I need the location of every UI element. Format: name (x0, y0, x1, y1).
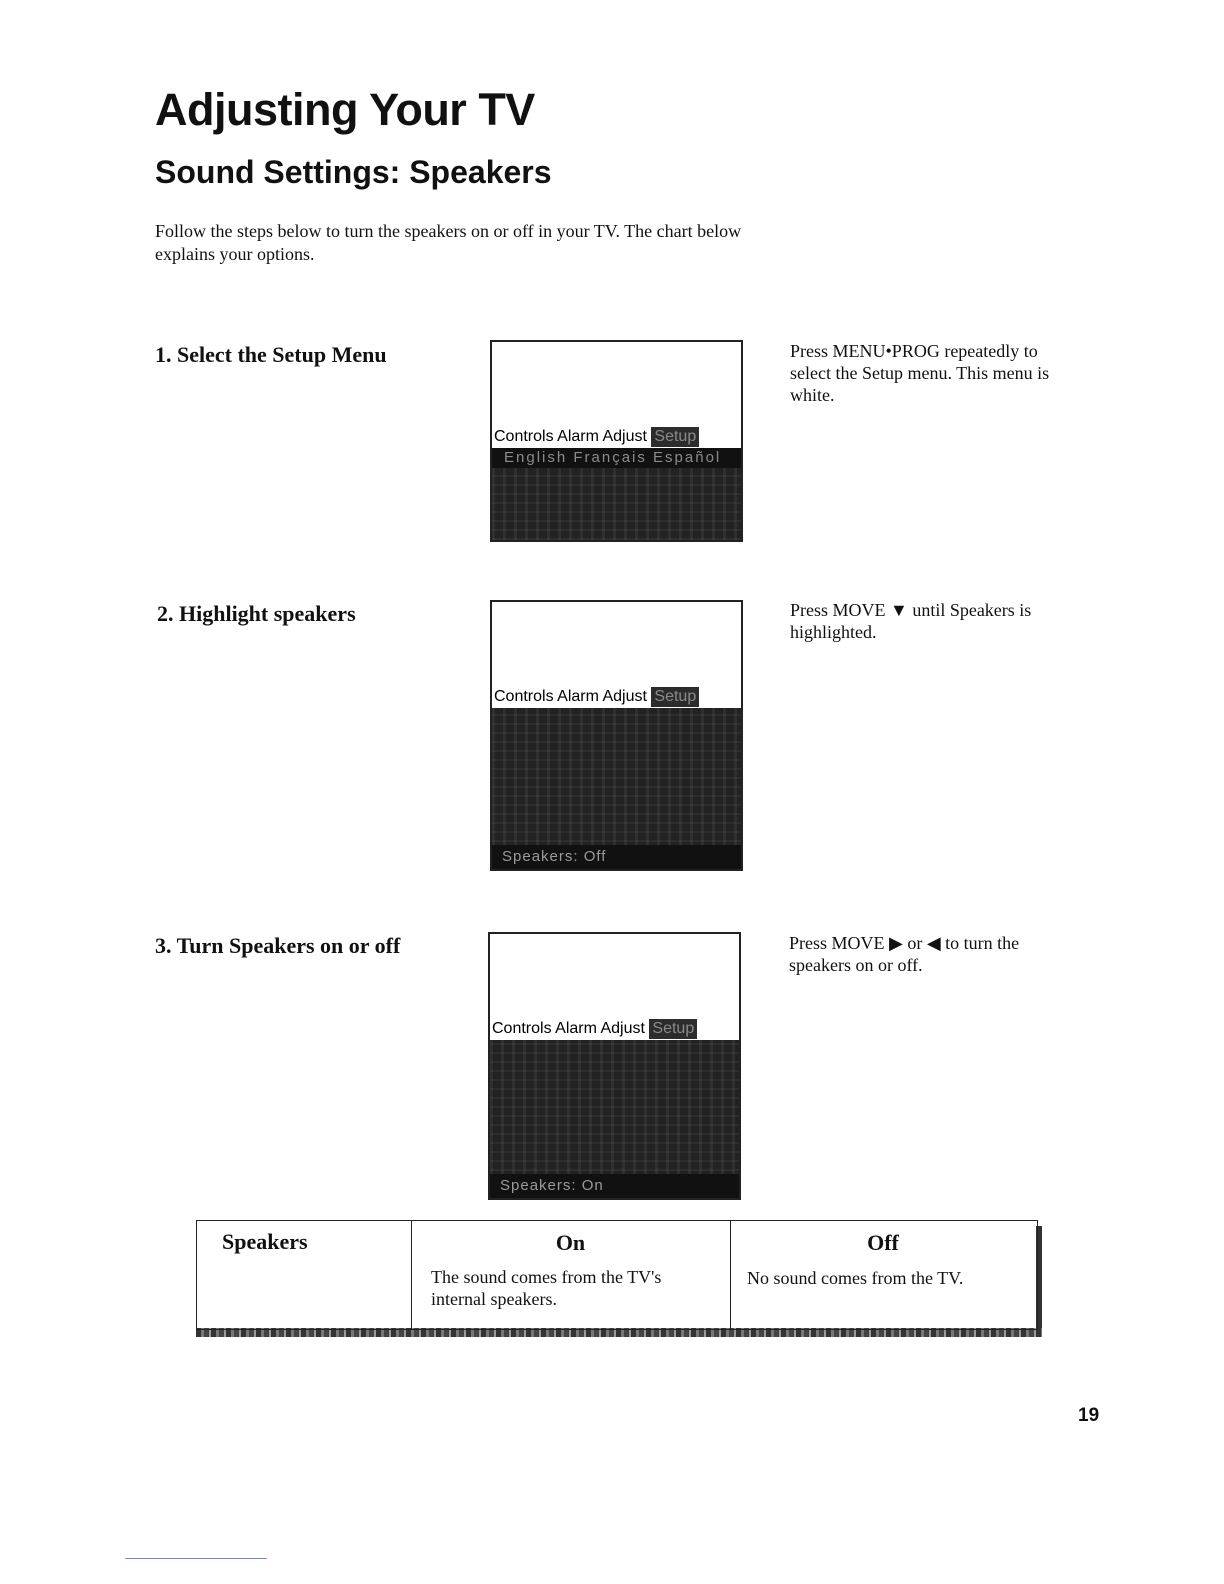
intro-paragraph: Follow the steps below to turn the speakers on or off in your TV. The chart below explains your options. (155, 221, 742, 264)
menu-item-alarm: Alarm (557, 688, 599, 705)
speakers-options-table (196, 1220, 1038, 1330)
speakers-status-row: Speakers: Off (492, 845, 741, 869)
language-row: English Français Español (492, 448, 741, 468)
menu-item-controls: Controls (494, 428, 554, 445)
menu-item-alarm: Alarm (555, 1020, 597, 1037)
table-text-on: The sound comes from the TV's internal speakers. (431, 1267, 662, 1309)
table-text-off: No sound comes from the TV. (747, 1268, 964, 1288)
footer-rule (125, 1558, 267, 1559)
tv-menu-bar (492, 686, 741, 708)
menu-item-adjust: Adjust (600, 1020, 645, 1037)
tv-screen-highlight-speakers (490, 600, 743, 871)
menu-item-setup-highlighted: Setup (649, 1019, 697, 1039)
tv-menu-bar (490, 1018, 739, 1040)
page-title: Adjusting Your TV (155, 84, 535, 135)
table-cell-on (411, 1221, 730, 1329)
step-1-description: Press MENU•PROG repeatedly to select the Setup menu. This menu is white. (790, 341, 1050, 405)
menu-item-controls: Controls (492, 1020, 552, 1037)
step-3-description: Press MOVE ▶ or ◀ to turn the speakers on or off. (789, 933, 1020, 975)
page-number: 19 (1078, 1405, 1100, 1426)
section-title: Sound Settings: Speakers (155, 154, 552, 190)
tv-menu-bar (492, 426, 741, 448)
table-cell-off (730, 1221, 1036, 1329)
menu-item-adjust: Adjust (602, 428, 647, 445)
table-heading-off: Off (867, 1230, 899, 1255)
table-heading-on: On (555, 1230, 586, 1255)
table-row-label-cell (197, 1221, 411, 1329)
menu-item-controls: Controls (494, 688, 554, 705)
step-1-title: 1. Select the Setup Menu (155, 342, 387, 367)
menu-item-setup-highlighted: Setup (651, 427, 699, 447)
step-3-title: 3. Turn Speakers on or off (155, 933, 401, 958)
step-2-title: 2. Highlight speakers (157, 601, 356, 626)
tv-screen-speakers-on-off (488, 932, 741, 1200)
menu-item-adjust: Adjust (602, 688, 647, 705)
table-row-label: Speakers (222, 1229, 308, 1254)
menu-item-setup-highlighted: Setup (651, 687, 699, 707)
step-2-description: Press MOVE ▼ until Speakers is highlighted. (790, 600, 1032, 642)
menu-item-alarm: Alarm (557, 428, 599, 445)
speakers-status-row: Speakers: On (490, 1174, 739, 1198)
tv-screen-setup-menu (490, 340, 743, 542)
